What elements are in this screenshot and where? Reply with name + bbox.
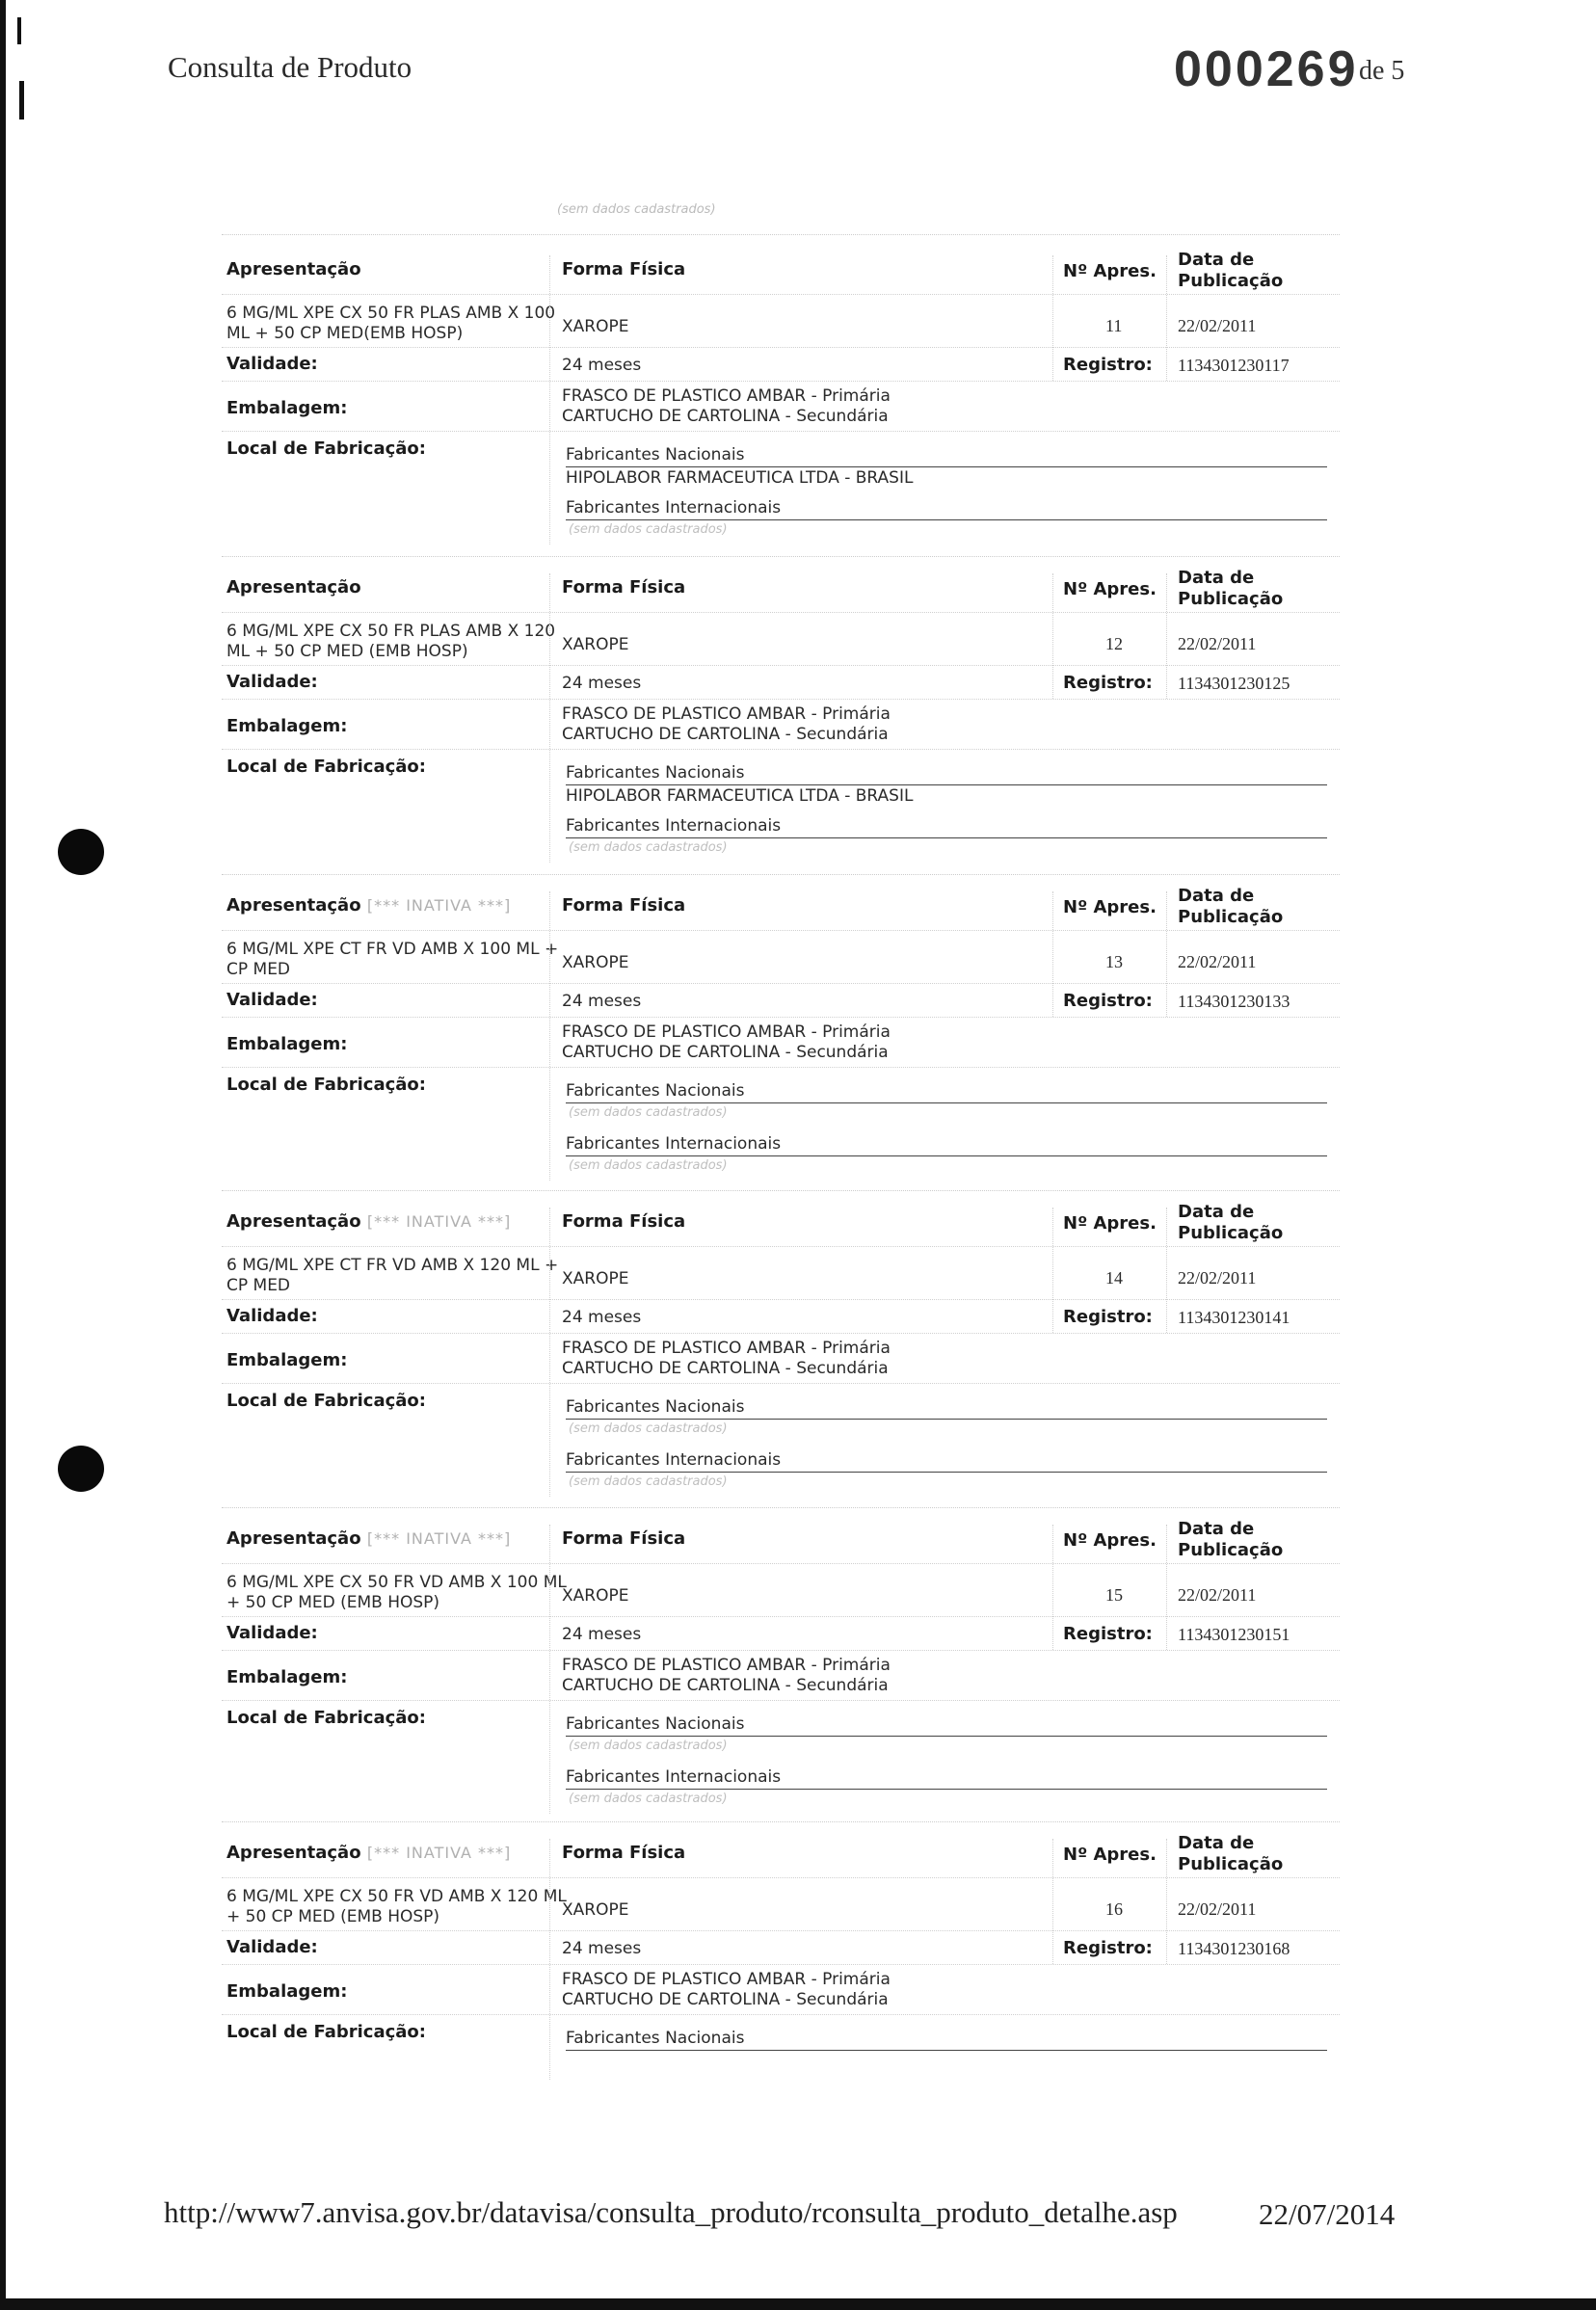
desc-line1: 6 MG/ML XPE CX 50 FR PLAS AMB X 100 xyxy=(226,304,556,323)
forma-value: XAROPE xyxy=(562,635,629,654)
embalagem-value xyxy=(562,1656,891,1696)
col-separator xyxy=(1052,573,1053,699)
fabricante-nacional: HIPOLABOR FARMACEUTICA LTDA - BRASIL xyxy=(566,786,914,806)
col-separator xyxy=(549,1839,550,2080)
registro-label: Registro: xyxy=(1063,673,1153,693)
fabricantes-nacionais-rule xyxy=(566,466,1327,467)
forma-fisica-header: Forma Física xyxy=(562,895,686,916)
fabricantes-internacionais-rule xyxy=(566,519,1327,520)
fabricantes-nacionais-empty: (sem dados cadastrados) xyxy=(569,1421,728,1436)
embalagem-label: Embalagem: xyxy=(226,1667,348,1687)
apresentacao-desc xyxy=(226,940,558,980)
embalagem-label: Embalagem: xyxy=(226,1350,348,1370)
validade-label: Validade: xyxy=(226,1306,318,1326)
block-divider xyxy=(222,1821,1340,1822)
fabricantes-internacionais-empty: (sem dados cadastrados) xyxy=(569,1474,728,1489)
col-separator xyxy=(1052,891,1053,1017)
row-separator xyxy=(222,431,1340,432)
data-pub-line2: Publicação xyxy=(1178,1223,1284,1243)
data-pub-value: 22/02/2011 xyxy=(1178,1585,1257,1605)
data-pub-line1: Data de xyxy=(1178,1519,1255,1539)
row-separator xyxy=(222,1299,1340,1300)
embalagem-label: Embalagem: xyxy=(226,398,348,418)
desc-line2: ML + 50 CP MED (EMB HOSP) xyxy=(226,642,468,661)
desc-line2: + 50 CP MED (EMB HOSP) xyxy=(226,1593,440,1612)
data-pub-header xyxy=(1178,568,1283,610)
col-separator xyxy=(549,1525,550,1814)
validade-value: 24 meses xyxy=(562,356,642,375)
fabricantes-nacionais-label: Fabricantes Nacionais xyxy=(566,1714,745,1734)
row-separator xyxy=(222,1333,1340,1334)
row-separator xyxy=(222,1383,1340,1384)
row-separator xyxy=(222,1700,1340,1701)
desc-line1: 6 MG/ML XPE CX 50 FR VD AMB X 100 ML xyxy=(226,1573,567,1592)
registro-label: Registro: xyxy=(1063,991,1153,1011)
scan-mark-left xyxy=(17,17,21,44)
embalagem-secundaria: CARTUCHO DE CARTOLINA - Secundária xyxy=(562,1990,889,2009)
fabricante-nacional: HIPOLABOR FARMACEUTICA LTDA - BRASIL xyxy=(566,468,914,488)
validade-label: Validade: xyxy=(226,672,318,692)
embalagem-value xyxy=(562,1970,891,2010)
registro-label: Registro: xyxy=(1063,1624,1153,1644)
apresentacao-label: Apresentação xyxy=(226,577,361,597)
row-separator xyxy=(222,930,1340,931)
punch-hole-top xyxy=(58,829,104,875)
embalagem-value xyxy=(562,1339,891,1379)
apresentacao-header xyxy=(226,577,361,597)
scan-mark-left-2 xyxy=(19,81,24,119)
embalagem-value xyxy=(562,704,891,745)
fabricantes-nacionais-empty: (sem dados cadastrados) xyxy=(569,1105,728,1120)
embalagem-primaria: FRASCO DE PLASTICO AMBAR - Primária xyxy=(562,1339,891,1358)
embalagem-secundaria: CARTUCHO DE CARTOLINA - Secundária xyxy=(562,1676,889,1695)
embalagem-value xyxy=(562,1022,891,1063)
fabricantes-nacionais-label: Fabricantes Nacionais xyxy=(566,1081,745,1101)
row-separator xyxy=(222,294,1340,295)
apresentacao-header xyxy=(226,1211,511,1232)
data-pub-header xyxy=(1178,886,1283,928)
data-pub-value: 22/02/2011 xyxy=(1178,634,1257,653)
row-separator xyxy=(222,1017,1340,1018)
col-separator xyxy=(1052,255,1053,381)
registro-value: 1134301230141 xyxy=(1178,1308,1290,1327)
desc-line1: 6 MG/ML XPE CT FR VD AMB X 100 ML + xyxy=(226,940,559,959)
fabricantes-internacionais-label: Fabricantes Internacionais xyxy=(566,1134,782,1154)
fabricantes-nacionais-label: Fabricantes Nacionais xyxy=(566,763,745,783)
apresentacao-label: Apresentação xyxy=(226,1528,361,1549)
apresentacao-header xyxy=(226,895,511,916)
registro-value: 1134301230151 xyxy=(1178,1625,1290,1644)
data-pub-line1: Data de xyxy=(1178,1202,1255,1222)
row-separator xyxy=(222,2014,1340,2015)
row-separator xyxy=(222,749,1340,750)
desc-line2: + 50 CP MED (EMB HOSP) xyxy=(226,1907,440,1926)
apresentacao-label: Apresentação xyxy=(226,1843,361,1863)
n-apres-value: 15 xyxy=(1105,1585,1123,1605)
forma-fisica-header: Forma Física xyxy=(562,577,686,597)
inactive-badge: [*** INATIVA ***] xyxy=(366,896,512,915)
desc-line2: ML + 50 CP MED(EMB HOSP) xyxy=(226,324,464,343)
data-pub-value: 22/02/2011 xyxy=(1178,1268,1257,1288)
n-apres-header: Nº Apres. xyxy=(1063,1845,1157,1865)
n-apres-value: 12 xyxy=(1105,634,1123,653)
local-fabricacao-label: Local de Fabricação: xyxy=(226,2022,426,2042)
data-pub-header xyxy=(1178,250,1283,292)
fabricantes-nacionais-rule xyxy=(566,784,1327,785)
forma-value: XAROPE xyxy=(562,1269,629,1288)
embalagem-primaria: FRASCO DE PLASTICO AMBAR - Primária xyxy=(562,1656,891,1675)
registro-value: 1134301230117 xyxy=(1178,356,1290,375)
page-title: Consulta de Produto xyxy=(168,50,412,84)
n-apres-value: 14 xyxy=(1105,1268,1123,1288)
fabricantes-nacionais-label: Fabricantes Nacionais xyxy=(566,445,745,465)
forma-fisica-header: Forma Física xyxy=(562,259,686,279)
fabricantes-internacionais-rule xyxy=(566,1155,1327,1156)
validade-label: Validade: xyxy=(226,354,318,374)
row-separator xyxy=(222,699,1340,700)
registro-label: Registro: xyxy=(1063,1938,1153,1958)
data-pub-value: 22/02/2011 xyxy=(1178,952,1257,971)
row-separator xyxy=(222,1964,1340,1965)
fabricantes-nacionais-rule xyxy=(566,1102,1327,1103)
scan-edge-bottom xyxy=(0,2298,1596,2310)
embalagem-label: Embalagem: xyxy=(226,1981,348,2002)
data-pub-line2: Publicação xyxy=(1178,1540,1284,1560)
fabricantes-nacionais-label: Fabricantes Nacionais xyxy=(566,2029,745,2048)
validade-value: 24 meses xyxy=(562,1308,642,1327)
top-divider xyxy=(222,234,1340,235)
apresentacao-desc xyxy=(226,304,555,344)
fabricantes-internacionais-rule xyxy=(566,1789,1327,1790)
footer-date: 22/07/2014 xyxy=(1259,2197,1396,2231)
n-apres-header: Nº Apres. xyxy=(1063,579,1157,599)
data-pub-line1: Data de xyxy=(1178,568,1255,588)
block-divider xyxy=(222,1507,1340,1508)
block-divider xyxy=(222,874,1340,875)
n-apres-header: Nº Apres. xyxy=(1063,1530,1157,1551)
stamp-page: 0269 xyxy=(1235,41,1359,97)
col-separator xyxy=(1052,1525,1053,1650)
data-pub-header xyxy=(1178,1833,1283,1875)
validade-value: 24 meses xyxy=(562,1939,642,1958)
validade-label: Validade: xyxy=(226,990,318,1010)
row-separator xyxy=(222,1650,1340,1651)
fabricantes-internacionais-rule xyxy=(566,1472,1327,1473)
apresentacao-desc xyxy=(226,622,555,662)
row-separator xyxy=(222,983,1340,984)
fabricantes-nacionais-rule xyxy=(566,2050,1327,2051)
data-pub-line2: Publicação xyxy=(1178,271,1284,291)
row-separator xyxy=(222,1246,1340,1247)
row-separator xyxy=(222,665,1340,666)
data-pub-line2: Publicação xyxy=(1178,589,1284,609)
page-stamp xyxy=(1174,40,1359,98)
forma-fisica-header: Forma Física xyxy=(562,1843,686,1863)
fabricantes-internacionais-label: Fabricantes Internacionais xyxy=(566,498,782,518)
fabricantes-internacionais-label: Fabricantes Internacionais xyxy=(566,816,782,836)
top-empty-note: (sem dados cadastrados) xyxy=(557,202,716,217)
fabricantes-internacionais-empty: (sem dados cadastrados) xyxy=(569,1158,728,1173)
row-separator xyxy=(222,1067,1340,1068)
validade-value: 24 meses xyxy=(562,674,642,693)
data-pub-line1: Data de xyxy=(1178,250,1255,270)
block-divider xyxy=(222,556,1340,557)
fabricantes-internacionais-label: Fabricantes Internacionais xyxy=(566,1450,782,1470)
apresentacao-header xyxy=(226,1528,511,1549)
n-apres-value: 11 xyxy=(1105,316,1123,335)
registro-value: 1134301230133 xyxy=(1178,992,1290,1011)
validade-label: Validade: xyxy=(226,1623,318,1643)
data-pub-line1: Data de xyxy=(1178,886,1255,906)
col-separator xyxy=(1166,891,1167,1017)
registro-value: 1134301230168 xyxy=(1178,1939,1290,1958)
validade-label: Validade: xyxy=(226,1937,318,1957)
validade-value: 24 meses xyxy=(562,1625,642,1644)
registro-value: 1134301230125 xyxy=(1178,674,1290,693)
fabricantes-internacionais-empty: (sem dados cadastrados) xyxy=(569,522,728,537)
forma-value: XAROPE xyxy=(562,953,629,972)
fabricantes-nacionais-label: Fabricantes Nacionais xyxy=(566,1397,745,1417)
embalagem-primaria: FRASCO DE PLASTICO AMBAR - Primária xyxy=(562,704,891,724)
apresentacao-header xyxy=(226,1843,511,1863)
data-pub-header xyxy=(1178,1519,1283,1561)
registro-label: Registro: xyxy=(1063,1307,1153,1327)
local-fabricacao-label: Local de Fabricação: xyxy=(226,1708,426,1728)
local-fabricacao-label: Local de Fabricação: xyxy=(226,1075,426,1095)
col-separator xyxy=(1166,1208,1167,1333)
row-separator xyxy=(222,1930,1340,1931)
col-separator xyxy=(1166,573,1167,699)
embalagem-primaria: FRASCO DE PLASTICO AMBAR - Primária xyxy=(562,386,891,406)
fabricantes-internacionais-empty: (sem dados cadastrados) xyxy=(569,1792,728,1806)
row-separator xyxy=(222,347,1340,348)
apresentacao-desc xyxy=(226,1256,558,1296)
apresentacao-desc xyxy=(226,1887,567,1927)
embalagem-secundaria: CARTUCHO DE CARTOLINA - Secundária xyxy=(562,1043,889,1062)
row-separator xyxy=(222,612,1340,613)
desc-line1: 6 MG/ML XPE CT FR VD AMB X 120 ML + xyxy=(226,1256,559,1275)
col-separator xyxy=(1052,1208,1053,1333)
embalagem-secundaria: CARTUCHO DE CARTOLINA - Secundária xyxy=(562,407,889,426)
col-separator xyxy=(1166,255,1167,381)
local-fabricacao-label: Local de Fabricação: xyxy=(226,1391,426,1411)
registro-label: Registro: xyxy=(1063,355,1153,375)
row-separator xyxy=(222,381,1340,382)
footer-url: http://www7.anvisa.gov.br/datavisa/consulta_produto/rconsulta_produto_detalhe.asp xyxy=(164,2195,1178,2229)
row-separator xyxy=(222,1877,1340,1878)
apresentacao-header xyxy=(226,259,361,279)
embalagem-secundaria: CARTUCHO DE CARTOLINA - Secundária xyxy=(562,725,889,744)
desc-line2: CP MED xyxy=(226,960,291,979)
local-fabricacao-label: Local de Fabricação: xyxy=(226,438,426,459)
embalagem-label: Embalagem: xyxy=(226,716,348,736)
stamp-prefix: 00 xyxy=(1174,41,1236,97)
data-pub-line1: Data de xyxy=(1178,1833,1255,1853)
data-pub-line2: Publicação xyxy=(1178,1854,1284,1874)
inactive-badge: [*** INATIVA ***] xyxy=(366,1844,512,1862)
apresentacao-label: Apresentação xyxy=(226,259,361,279)
fabricantes-internacionais-label: Fabricantes Internacionais xyxy=(566,1767,782,1787)
row-separator xyxy=(222,1563,1340,1564)
forma-fisica-header: Forma Física xyxy=(562,1528,686,1549)
forma-fisica-header: Forma Física xyxy=(562,1211,686,1232)
fabricantes-internacionais-empty: (sem dados cadastrados) xyxy=(569,840,728,855)
inactive-badge: [*** INATIVA ***] xyxy=(366,1529,512,1548)
punch-hole-bottom xyxy=(58,1446,104,1492)
n-apres-header: Nº Apres. xyxy=(1063,897,1157,917)
inactive-badge: [*** INATIVA ***] xyxy=(366,1212,512,1231)
page-of: de 5 xyxy=(1359,56,1405,86)
embalagem-label: Embalagem: xyxy=(226,1034,348,1054)
fabricantes-nacionais-rule xyxy=(566,1419,1327,1420)
desc-line1: 6 MG/ML XPE CX 50 FR PLAS AMB X 120 xyxy=(226,622,556,641)
desc-line1: 6 MG/ML XPE CX 50 FR VD AMB X 120 ML xyxy=(226,1887,567,1906)
col-separator xyxy=(1166,1839,1167,1964)
block-divider xyxy=(222,1190,1340,1191)
col-separator xyxy=(549,891,550,1181)
n-apres-header: Nº Apres. xyxy=(1063,1213,1157,1234)
data-pub-line2: Publicação xyxy=(1178,907,1284,927)
col-separator xyxy=(549,573,550,863)
fabricantes-nacionais-empty: (sem dados cadastrados) xyxy=(569,1739,728,1753)
forma-value: XAROPE xyxy=(562,1586,629,1606)
n-apres-header: Nº Apres. xyxy=(1063,261,1157,281)
embalagem-primaria: FRASCO DE PLASTICO AMBAR - Primária xyxy=(562,1970,891,1989)
col-separator xyxy=(1052,1839,1053,1964)
embalagem-value xyxy=(562,386,891,427)
col-separator xyxy=(549,255,550,544)
fabricantes-nacionais-rule xyxy=(566,1736,1327,1737)
apresentacao-label: Apresentação xyxy=(226,1211,361,1232)
embalagem-primaria: FRASCO DE PLASTICO AMBAR - Primária xyxy=(562,1022,891,1042)
local-fabricacao-label: Local de Fabricação: xyxy=(226,757,426,777)
col-separator xyxy=(549,1208,550,1497)
desc-line2: CP MED xyxy=(226,1276,291,1295)
forma-value: XAROPE xyxy=(562,1900,629,1920)
data-pub-value: 22/02/2011 xyxy=(1178,316,1257,335)
col-separator xyxy=(1166,1525,1167,1650)
fabricantes-internacionais-rule xyxy=(566,837,1327,838)
embalagem-secundaria: CARTUCHO DE CARTOLINA - Secundária xyxy=(562,1359,889,1378)
data-pub-header xyxy=(1178,1202,1283,1244)
scan-edge-left xyxy=(0,0,6,2310)
forma-value: XAROPE xyxy=(562,317,629,336)
data-pub-value: 22/02/2011 xyxy=(1178,1899,1257,1919)
validade-value: 24 meses xyxy=(562,992,642,1011)
n-apres-value: 16 xyxy=(1105,1899,1123,1919)
row-separator xyxy=(222,1616,1340,1617)
apresentacao-desc xyxy=(226,1573,567,1613)
n-apres-value: 13 xyxy=(1105,952,1123,971)
apresentacao-label: Apresentação xyxy=(226,895,361,916)
